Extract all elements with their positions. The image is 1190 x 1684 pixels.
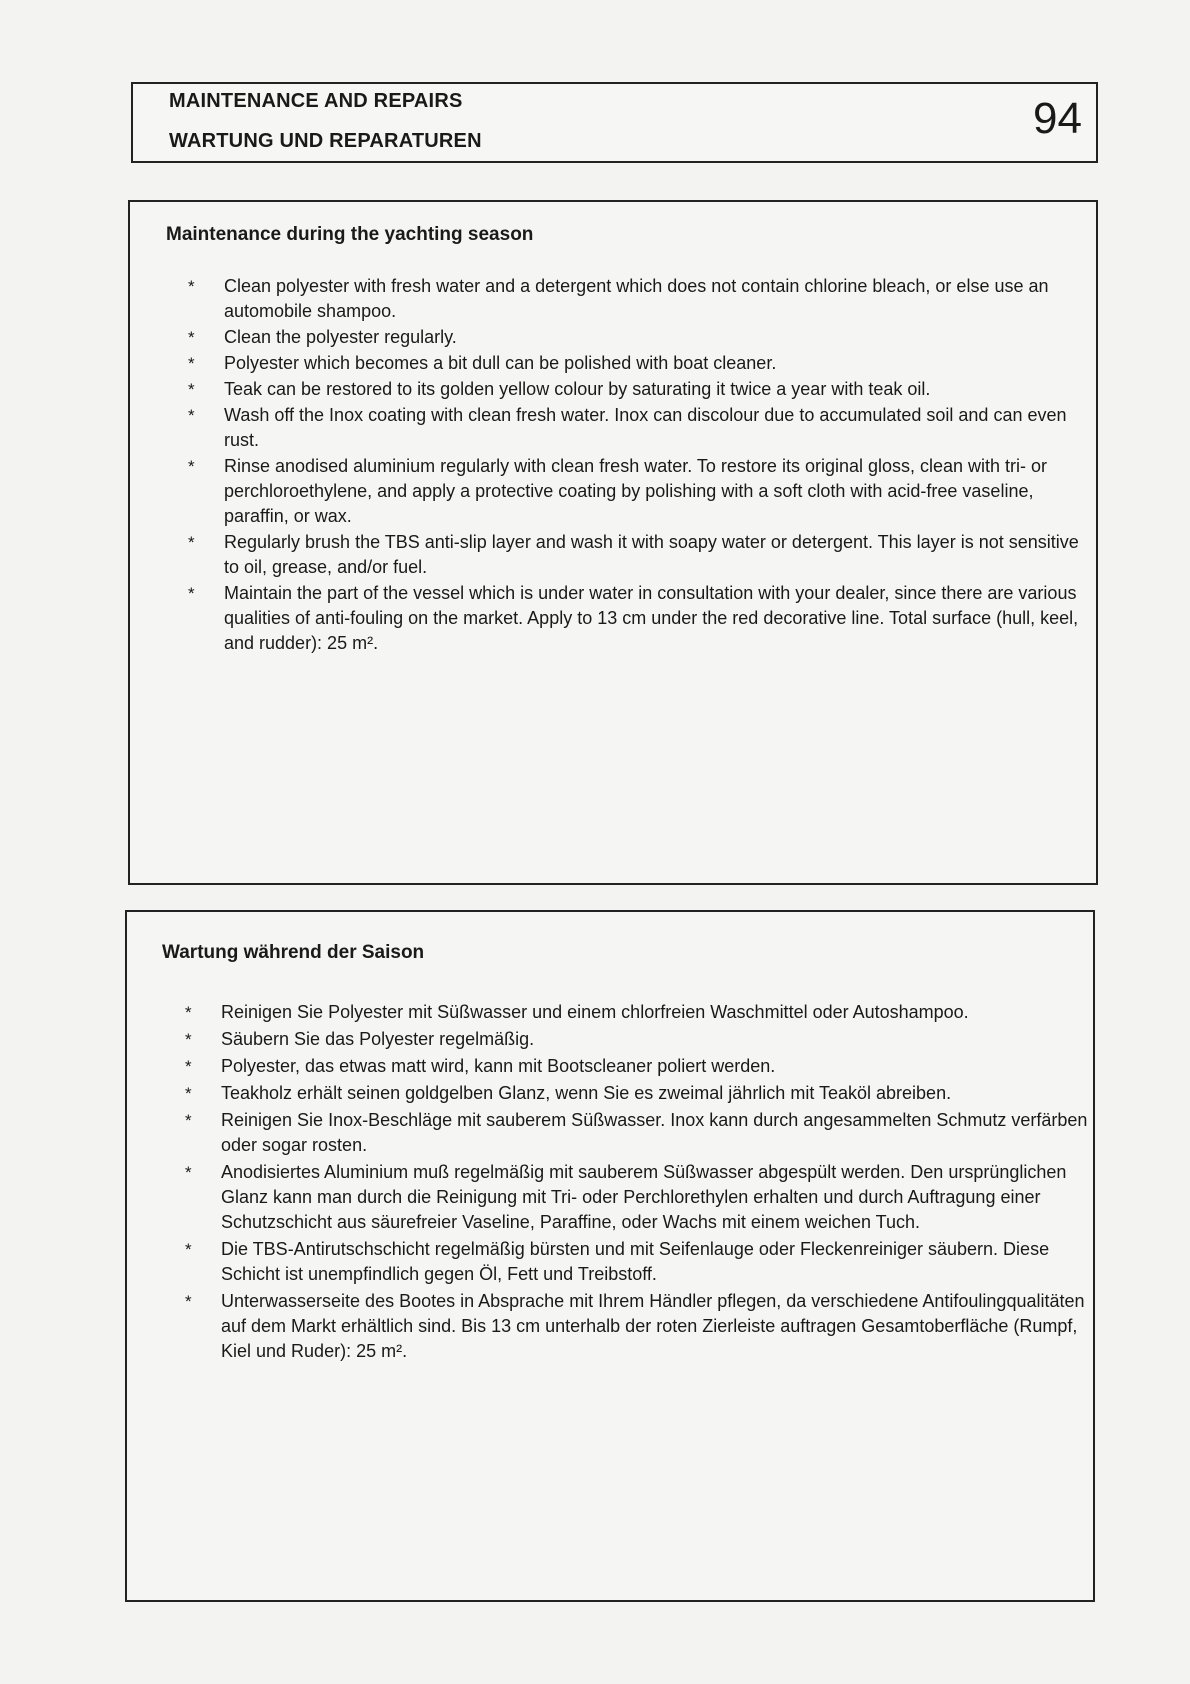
section-german xyxy=(125,910,1095,1602)
header-title-en: MAINTENANCE AND REPAIRS xyxy=(169,90,463,112)
bullet-star: * xyxy=(185,1057,192,1076)
bullet-star: * xyxy=(188,380,195,399)
maintenance-list-de xyxy=(185,1000,1090,1366)
list-item-text: Regularly brush the TBS anti-slip layer and wash it with soapy water or detergent. This layer is not sensitive to oil, grease, and/or fuel. xyxy=(224,532,1079,577)
list-item xyxy=(188,403,1088,453)
bullet-star: * xyxy=(188,584,195,603)
list-item xyxy=(188,377,1088,402)
section-title-en: Maintenance during the yachting season xyxy=(166,224,534,245)
page-header xyxy=(131,82,1098,163)
list-item-text: Unterwasserseite des Bootes in Absprache mit Ihrem Händler pflegen, da verschiedene Antifoulingqualitäten auf dem Markt erhältlich sind. Bis 13 cm unterhalb der roten Zierleiste auftragen Gesamtoberfläche (Rumpf, Kiel und Ruder): 25 m². xyxy=(221,1291,1085,1361)
bullet-star: * xyxy=(188,277,195,296)
list-item xyxy=(188,530,1088,580)
list-item xyxy=(188,454,1088,529)
list-item-text: Clean the polyester regularly. xyxy=(224,327,457,347)
list-item-text: Anodisiertes Aluminium muß regelmäßig mit sauberem Süßwasser abgespült werden. Den ursprünglichen Glanz kann man durch die Reinigung mit Tri- oder Perchlorethylen erhalten und durch Auftragung einer Schutzschicht aus säurefreier Vaseline, Paraffine, oder Wachs mit einem weichen Tuch. xyxy=(221,1162,1067,1232)
list-item-text: Teakholz erhält seinen goldgelben Glanz, wenn Sie es zweimal jährlich mit Teaköl abreiben. xyxy=(221,1083,952,1103)
section-english xyxy=(128,200,1098,885)
list-item xyxy=(185,1289,1090,1364)
page-number: 94 xyxy=(1033,94,1082,143)
list-item-text: Maintain the part of the vessel which is under water in consultation with your dealer, since there are various qualities of anti-fouling on the market. Apply to 13 cm under the red decorative line. Total surface (hull, keel, and rudder): 25 m². xyxy=(224,583,1079,653)
list-item-text: Teak can be restored to its golden yellow colour by saturating it twice a year with teak oil. xyxy=(224,379,931,399)
list-item xyxy=(188,274,1088,324)
list-item xyxy=(185,1108,1090,1158)
bullet-star: * xyxy=(185,1163,192,1182)
list-item-text: Clean polyester with fresh water and a detergent which does not contain chlorine bleach, or else use an automobile shampoo. xyxy=(224,276,1049,321)
list-item xyxy=(188,351,1088,376)
list-item xyxy=(185,1054,1090,1079)
list-item xyxy=(185,1081,1090,1106)
bullet-star: * xyxy=(188,457,195,476)
bullet-star: * xyxy=(188,354,195,373)
list-item-text: Rinse anodised aluminium regularly with clean fresh water. To restore its original gloss, clean with tri- or perchloroethylene, and apply a protective coating by polishing with a soft cloth with acid-free vaseline, paraffin, or wax. xyxy=(224,456,1048,526)
bullet-star: * xyxy=(185,1003,192,1022)
bullet-star: * xyxy=(188,533,195,552)
list-item-text: Wash off the Inox coating with clean fresh water. Inox can discolour due to accumulated soil and can even rust. xyxy=(224,405,1067,450)
list-item xyxy=(185,1160,1090,1235)
list-item-text: Reinigen Sie Inox-Beschläge mit sauberem Süßwasser. Inox kann durch angesammelten Schmutz verfärben oder sogar rosten. xyxy=(221,1110,1088,1155)
list-item-text: Polyester, das etwas matt wird, kann mit Bootscleaner poliert werden. xyxy=(221,1056,776,1076)
bullet-star: * xyxy=(185,1240,192,1259)
bullet-star: * xyxy=(185,1084,192,1103)
bullet-star: * xyxy=(185,1030,192,1049)
list-item-text: Polyester which becomes a bit dull can be polished with boat cleaner. xyxy=(224,353,777,373)
header-title-de: WARTUNG UND REPARATUREN xyxy=(169,130,482,152)
bullet-star: * xyxy=(188,406,195,425)
section-title-de: Wartung während der Saison xyxy=(162,942,425,963)
bullet-star: * xyxy=(188,328,195,347)
list-item xyxy=(185,1237,1090,1287)
list-item-text: Die TBS-Antirutschschicht regelmäßig bürsten und mit Seifenlauge oder Fleckenreiniger säubern. Diese Schicht ist unempfindlich gegen Öl, Fett und Treibstoff. xyxy=(221,1239,1050,1284)
list-item xyxy=(188,325,1088,350)
list-item-text: Säubern Sie das Polyester regelmäßig. xyxy=(221,1029,535,1049)
bullet-star: * xyxy=(185,1292,192,1311)
list-item-text: Reinigen Sie Polyester mit Süßwasser und einem chlorfreien Waschmittel oder Autoshampoo. xyxy=(221,1002,969,1022)
list-item xyxy=(185,1027,1090,1052)
maintenance-list-en xyxy=(188,274,1088,657)
list-item xyxy=(188,581,1088,656)
bullet-star: * xyxy=(185,1111,192,1130)
list-item xyxy=(185,1000,1090,1025)
